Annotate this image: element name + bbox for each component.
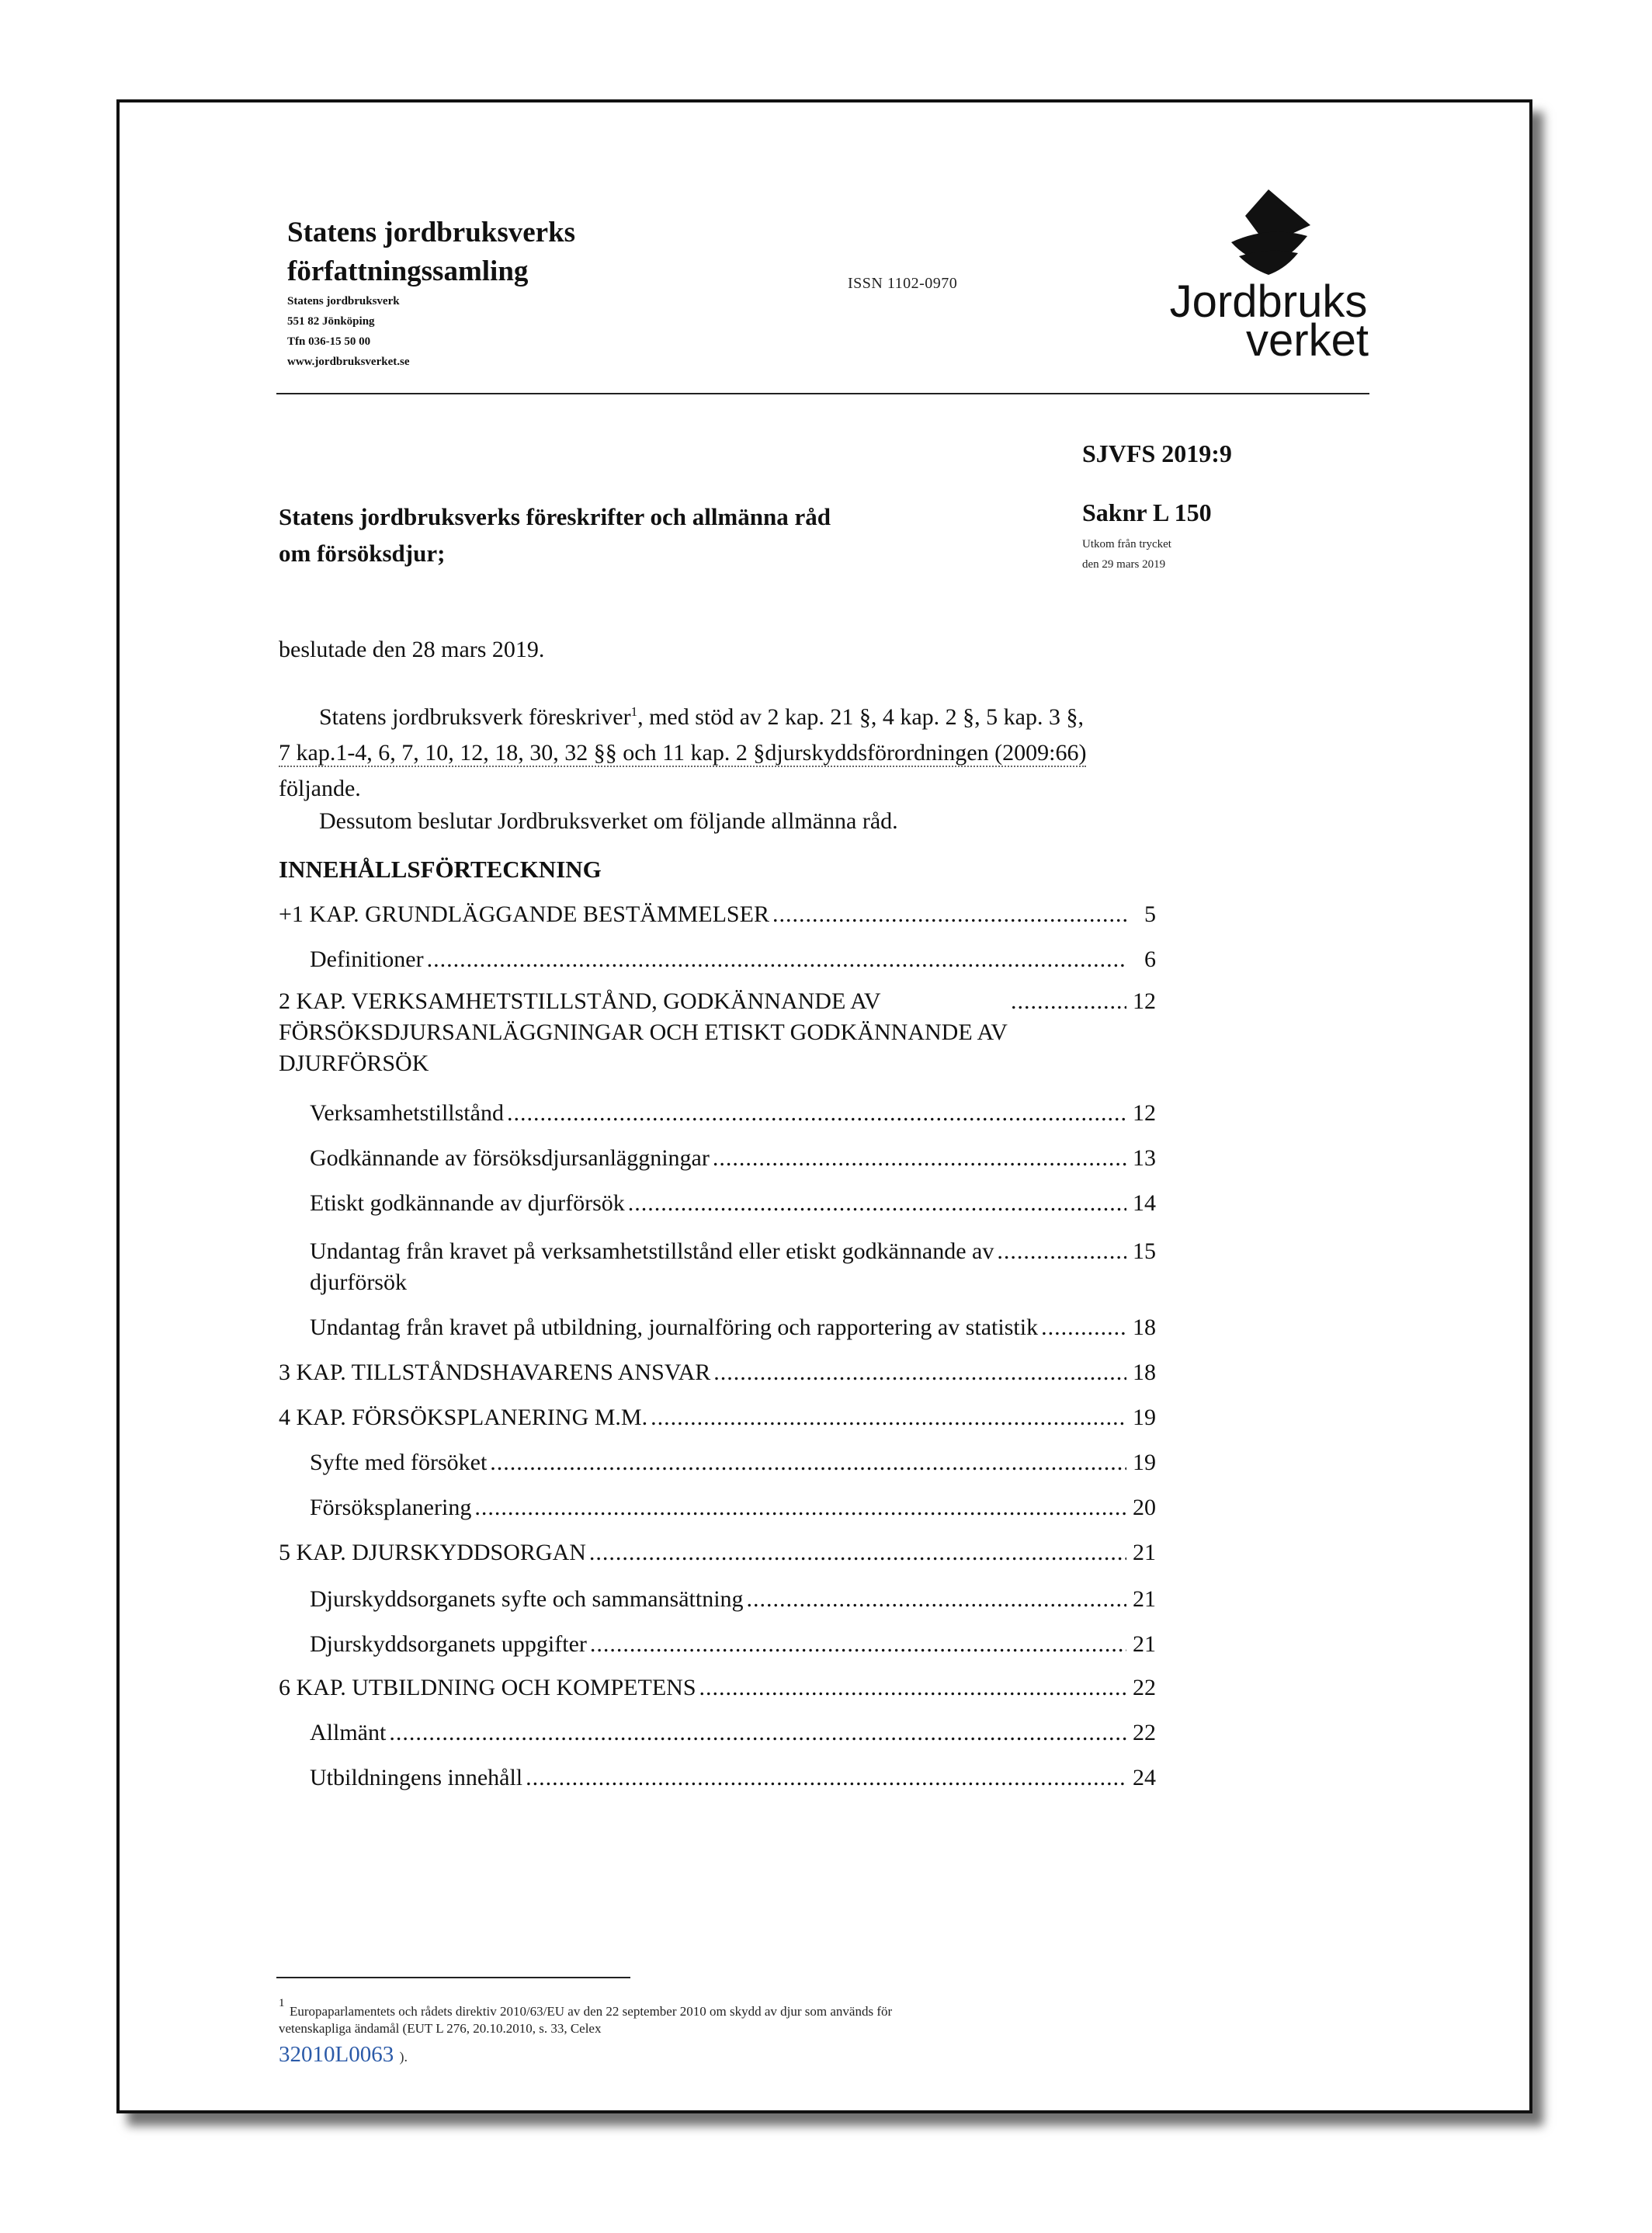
sjvfs-number: SJVFS 2019:9	[1082, 439, 1232, 467]
org-title	[287, 214, 575, 291]
document-heading	[279, 498, 962, 571]
org-title-line-1: Statens jordbruksverks	[287, 217, 576, 248]
heading-line-2: om försöksdjur;	[279, 540, 446, 567]
toc-entry[interactable]: Definitioner ..... 6	[310, 944, 1156, 975]
celex-link-text[interactable]: 32010L0063	[279, 2042, 394, 2067]
footnote-mark: 1	[279, 1997, 285, 2009]
footnote-text	[279, 2003, 1148, 2037]
toc-entry[interactable]: Syfte med försöket ..... 19	[310, 1447, 1156, 1478]
toc-leader	[651, 1402, 1126, 1433]
toc-title: INNEHÅLLSFÖRTECKNING	[279, 856, 602, 883]
issn: ISSN 1102-0970	[848, 275, 958, 292]
footnote-ref[interactable]: 1	[630, 704, 638, 719]
toc-entry[interactable]: 4 KAP. FÖRSÖKSPLANERING M.M. ..... 19	[279, 1402, 1156, 1433]
toc-entry[interactable]: Försöksplanering ..... 20	[310, 1492, 1156, 1523]
footnote-line-1: Europaparlamentets och rådets direktiv 2010/63/EU av den 22 september 2010 om skydd av djur som används för	[290, 2004, 893, 2019]
issued-line-2: den 29 mars 2019	[1082, 558, 1166, 571]
toc-entry[interactable]: Allmänt ..... 22	[310, 1717, 1156, 1749]
heading-line-1: Statens jordbruksverks föreskrifter och allmänna råd	[279, 503, 831, 530]
toc-entry[interactable]: Verksamhetstillstånd ..... 12	[310, 1098, 1156, 1129]
org-title-line-2: författningssamling	[287, 255, 529, 287]
toc-entry[interactable]: +1 KAP. GRUNDLÄGGANDE BESTÄMMELSER ..... 5	[279, 899, 1156, 930]
toc-leader	[589, 1537, 1126, 1568]
legal-reference-link[interactable]: 7 kap.1-4, 6, 7, 10, 12, 18, 30, 32 §§ och 11 kap. 2 §djurskyddsförordningen (2009:66)	[279, 740, 1087, 766]
toc-entry[interactable]: Undantag från kravet på utbildning, journalföring och rapportering av statistik ..... 18	[310, 1312, 1156, 1343]
footnote-divider	[276, 1977, 630, 1978]
preamble-line-4: Dessutom beslutar Jordbruksverket om följande allmänna råd.	[319, 808, 898, 834]
jordbruksverket-logo	[1152, 180, 1385, 366]
toc-leader	[590, 1629, 1126, 1660]
toc-leader	[389, 1717, 1126, 1749]
toc-entry[interactable]: Djurskyddsorganets syfte och sammansättning ..... 21	[310, 1584, 1156, 1615]
toc-leader	[772, 899, 1126, 930]
saknr: Saknr L 150	[1082, 498, 1212, 526]
toc-entry[interactable]: 5 KAP. DJURSKYDDSORGAN ..... 21	[279, 1537, 1156, 1568]
org-postal: 551 82 Jönköping	[287, 315, 375, 328]
org-address	[287, 291, 410, 372]
org-website: www.jordbruksverket.se	[287, 356, 410, 368]
issued-date	[1082, 534, 1171, 575]
logo-text-1: Jordbruks	[1169, 276, 1368, 327]
toc-leader	[507, 1098, 1126, 1129]
toc-leader	[713, 1143, 1126, 1174]
logo-text-2: verket	[1246, 315, 1369, 366]
header-divider	[276, 393, 1369, 394]
preamble-line-2	[279, 735, 1195, 771]
toc-leader	[699, 1672, 1126, 1703]
toc-leader	[713, 1357, 1126, 1388]
toc-leader	[997, 1236, 1126, 1267]
preamble	[279, 694, 1195, 839]
toc-entry[interactable]: 6 KAP. UTBILDNING OCH KOMPETENS ..... 22	[279, 1672, 1156, 1703]
org-phone: Tfn 036-15 50 00	[287, 335, 371, 348]
toc-entry[interactable]: 2 KAP. VERKSAMHETSTILLSTÅND, GODKÄNNANDE AV FÖRSÖKSDJURSANLÄGGNINGAR OCH ETISKT GODKÄNNANDE AV DJURFÖRSÖK ..... 12	[279, 986, 1156, 1079]
toc-entry[interactable]: Undantag från kravet på verksamhetstillstånd eller etiskt godkännande av djurförsök ..... 15	[310, 1236, 1156, 1298]
toc-entry[interactable]: 3 KAP. TILLSTÅNDSHAVARENS ANSVAR ..... 18	[279, 1357, 1156, 1388]
logo-mark-icon	[1231, 189, 1310, 275]
toc-entry[interactable]: Godkännande av försöksdjursanläggningar ..... 13	[310, 1143, 1156, 1174]
celex-link[interactable]: 32010L0063 ).	[279, 2042, 408, 2067]
toc-entry[interactable]: Etiskt godkännande av djurförsök ..... 14	[310, 1188, 1156, 1219]
document-page	[116, 99, 1532, 2113]
toc-leader	[427, 944, 1126, 975]
issued-line-1: Utkom från trycket	[1082, 538, 1171, 550]
org-name: Statens jordbruksverk	[287, 295, 400, 307]
toc-entry[interactable]: Djurskyddsorganets uppgifter ..... 21	[310, 1629, 1156, 1660]
toc-entry[interactable]: Utbildningens innehåll ..... 24	[310, 1762, 1156, 1794]
toc-leader	[490, 1447, 1126, 1478]
footnote-line-2: vetenskapliga ändamål (EUT L 276, 20.10.2010, s. 33, Celex	[279, 2021, 602, 2036]
preamble-line-3: följande.	[279, 776, 361, 801]
toc-leader	[1011, 986, 1126, 1017]
toc-leader	[526, 1762, 1126, 1794]
preamble-line-1: Statens jordbruksverk föreskriver$^1$, med stöd av 2 kap. 21 §, 4 kap. 2 §, 5 kap. 3 §,	[319, 704, 1084, 730]
toc-leader	[1041, 1312, 1126, 1343]
toc-leader	[474, 1492, 1126, 1523]
toc-leader	[747, 1584, 1126, 1615]
toc-leader	[628, 1188, 1126, 1219]
decided-date: beslutade den 28 mars 2019.	[279, 637, 545, 662]
